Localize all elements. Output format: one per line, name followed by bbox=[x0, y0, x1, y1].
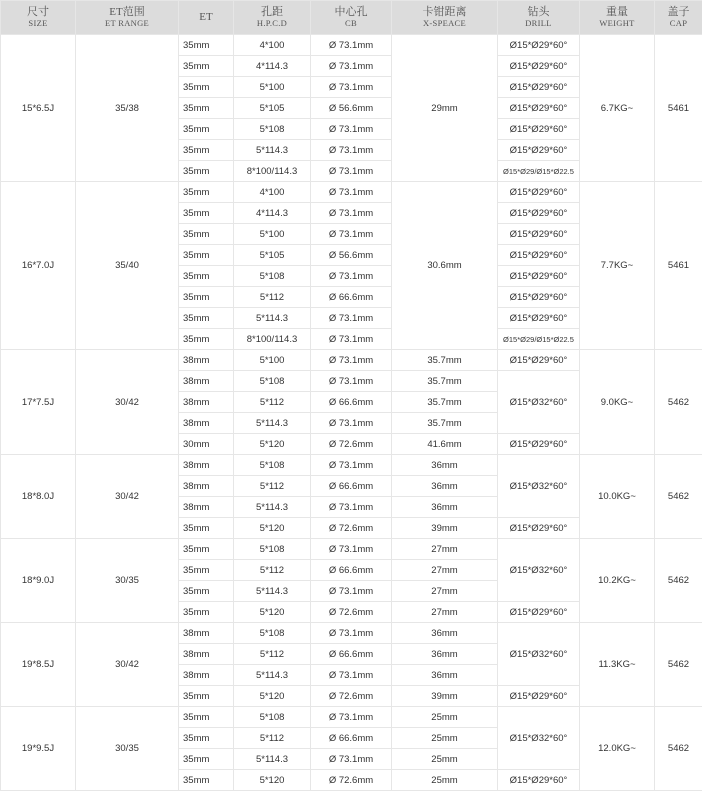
et-cell: 38mm bbox=[179, 497, 234, 518]
drill-cell: Ø15*Ø29*60° bbox=[498, 686, 580, 707]
table-row bbox=[1, 707, 702, 728]
header-sublabel: WEIGHT bbox=[599, 17, 635, 28]
cb-cell: Ø 73.1mm bbox=[311, 497, 392, 518]
cb-cell: Ø 56.6mm bbox=[311, 245, 392, 266]
pcd-cell: 5*108 bbox=[234, 623, 311, 644]
table-row bbox=[1, 35, 702, 56]
pcd-cell: 8*100/114.3 bbox=[234, 161, 311, 182]
table-row bbox=[1, 182, 702, 203]
header-sublabel: ET RANGE bbox=[104, 17, 150, 28]
cap-cell: 5462 bbox=[655, 707, 702, 791]
x-space-cell: 39mm bbox=[392, 686, 498, 707]
x-space-cell: 35.7mm bbox=[392, 350, 498, 371]
pcd-cell: 5*114.3 bbox=[234, 140, 311, 161]
et-cell: 35mm bbox=[179, 119, 234, 140]
header-size bbox=[1, 1, 76, 35]
cb-cell: Ø 66.6mm bbox=[311, 392, 392, 413]
cap-cell: 5462 bbox=[655, 539, 702, 623]
x-space-cell: 25mm bbox=[392, 749, 498, 770]
cb-cell: Ø 66.6mm bbox=[311, 560, 392, 581]
pcd-cell: 5*108 bbox=[234, 539, 311, 560]
cb-cell: Ø 72.6mm bbox=[311, 602, 392, 623]
et-cell: 35mm bbox=[179, 98, 234, 119]
pcd-cell: 5*105 bbox=[234, 245, 311, 266]
et-cell: 35mm bbox=[179, 707, 234, 728]
x-space-cell: 35.7mm bbox=[392, 392, 498, 413]
header-label: 重量 bbox=[606, 5, 628, 18]
cb-cell: Ø 73.1mm bbox=[311, 749, 392, 770]
cb-cell: Ø 73.1mm bbox=[311, 455, 392, 476]
et-range-cell: 30/42 bbox=[76, 350, 179, 455]
et-cell: 38mm bbox=[179, 392, 234, 413]
header-sublabel: DRILL bbox=[525, 17, 552, 28]
header-weight bbox=[580, 1, 655, 35]
drill-cell: Ø15*Ø29*60° bbox=[498, 77, 580, 98]
et-cell: 35mm bbox=[179, 518, 234, 539]
pcd-cell: 4*100 bbox=[234, 182, 311, 203]
cb-cell: Ø 73.1mm bbox=[311, 140, 392, 161]
drill-cell: Ø15*Ø29*60° bbox=[498, 224, 580, 245]
drill-cell: Ø15*Ø29*60° bbox=[498, 35, 580, 56]
pcd-cell: 5*112 bbox=[234, 287, 311, 308]
cb-cell: Ø 73.1mm bbox=[311, 329, 392, 350]
x-space-cell: 36mm bbox=[392, 644, 498, 665]
cb-cell: Ø 66.6mm bbox=[311, 728, 392, 749]
pcd-cell: 4*114.3 bbox=[234, 56, 311, 77]
et-cell: 35mm bbox=[179, 308, 234, 329]
x-space-cell: 36mm bbox=[392, 455, 498, 476]
table-row bbox=[1, 623, 702, 644]
x-space-cell: 27mm bbox=[392, 602, 498, 623]
drill-cell: Ø15*Ø29/Ø15*Ø22.5 bbox=[498, 161, 580, 182]
et-range-cell: 35/40 bbox=[76, 182, 179, 350]
header-et-range bbox=[76, 1, 179, 35]
pcd-cell: 5*112 bbox=[234, 476, 311, 497]
weight-cell: 9.0KG~ bbox=[580, 350, 655, 455]
et-cell: 35mm bbox=[179, 245, 234, 266]
et-range-cell: 30/35 bbox=[76, 539, 179, 623]
header-label: ET bbox=[199, 11, 213, 23]
et-cell: 35mm bbox=[179, 77, 234, 98]
pcd-cell: 8*100/114.3 bbox=[234, 329, 311, 350]
cb-cell: Ø 73.1mm bbox=[311, 56, 392, 77]
weight-cell: 6.7KG~ bbox=[580, 35, 655, 182]
pcd-cell: 5*120 bbox=[234, 518, 311, 539]
x-space-cell: 35.7mm bbox=[392, 413, 498, 434]
et-cell: 35mm bbox=[179, 560, 234, 581]
drill-cell: Ø15*Ø29*60° bbox=[498, 266, 580, 287]
cb-cell: Ø 66.6mm bbox=[311, 476, 392, 497]
cb-cell: Ø 73.1mm bbox=[311, 266, 392, 287]
pcd-cell: 5*105 bbox=[234, 98, 311, 119]
cb-cell: Ø 73.1mm bbox=[311, 413, 392, 434]
drill-cell: Ø15*Ø29*60° bbox=[498, 56, 580, 77]
pcd-cell: 4*114.3 bbox=[234, 203, 311, 224]
et-range-cell: 30/42 bbox=[76, 623, 179, 707]
drill-cell: Ø15*Ø32*60° bbox=[498, 539, 580, 602]
weight-cell: 10.0KG~ bbox=[580, 455, 655, 539]
size-cell: 18*9.0J bbox=[1, 539, 76, 623]
size-cell: 15*6.5J bbox=[1, 35, 76, 182]
et-range-cell: 30/42 bbox=[76, 455, 179, 539]
header-label: 钻头 bbox=[527, 5, 550, 18]
drill-cell: Ø15*Ø29*60° bbox=[498, 287, 580, 308]
cb-cell: Ø 66.6mm bbox=[311, 287, 392, 308]
header-sublabel: X-SPEACE bbox=[422, 17, 466, 28]
et-cell: 35mm bbox=[179, 56, 234, 77]
cb-cell: Ø 73.1mm bbox=[311, 77, 392, 98]
drill-cell: Ø15*Ø32*60° bbox=[498, 455, 580, 518]
et-cell: 35mm bbox=[179, 287, 234, 308]
header-label: 孔距 bbox=[261, 5, 283, 18]
header-x-space bbox=[392, 1, 498, 35]
drill-cell: Ø15*Ø29*60° bbox=[498, 98, 580, 119]
x-space-cell: 36mm bbox=[392, 476, 498, 497]
header-label: 中心孔 bbox=[334, 5, 368, 18]
header-pcd bbox=[234, 1, 311, 35]
drill-cell: Ø15*Ø29*60° bbox=[498, 434, 580, 455]
et-cell: 35mm bbox=[179, 161, 234, 182]
weight-cell: 11.3KG~ bbox=[580, 623, 655, 707]
et-cell: 35mm bbox=[179, 329, 234, 350]
header-label: 尺寸 bbox=[27, 5, 49, 18]
cap-cell: 5461 bbox=[655, 182, 702, 350]
cb-cell: Ø 73.1mm bbox=[311, 308, 392, 329]
et-cell: 35mm bbox=[179, 602, 234, 623]
x-space-cell: 25mm bbox=[392, 707, 498, 728]
et-cell: 35mm bbox=[179, 770, 234, 791]
x-space-cell: 27mm bbox=[392, 560, 498, 581]
pcd-cell: 5*112 bbox=[234, 728, 311, 749]
x-space-cell: 29mm bbox=[392, 35, 498, 182]
cb-cell: Ø 73.1mm bbox=[311, 539, 392, 560]
et-cell: 35mm bbox=[179, 266, 234, 287]
et-cell: 38mm bbox=[179, 350, 234, 371]
x-space-cell: 35.7mm bbox=[392, 371, 498, 392]
et-cell: 30mm bbox=[179, 434, 234, 455]
table-row bbox=[1, 539, 702, 560]
x-space-cell: 36mm bbox=[392, 623, 498, 644]
cb-cell: Ø 73.1mm bbox=[311, 182, 392, 203]
et-range-cell: 30/35 bbox=[76, 707, 179, 791]
drill-cell: Ø15*Ø29*60° bbox=[498, 203, 580, 224]
pcd-cell: 5*114.3 bbox=[234, 497, 311, 518]
pcd-cell: 5*112 bbox=[234, 392, 311, 413]
pcd-cell: 5*100 bbox=[234, 77, 311, 98]
cb-cell: Ø 72.6mm bbox=[311, 686, 392, 707]
et-cell: 38mm bbox=[179, 413, 234, 434]
pcd-cell: 5*120 bbox=[234, 770, 311, 791]
header-sublabel: H.P.C.D bbox=[256, 17, 288, 28]
et-cell: 38mm bbox=[179, 665, 234, 686]
cb-cell: Ø 66.6mm bbox=[311, 644, 392, 665]
pcd-cell: 5*120 bbox=[234, 434, 311, 455]
x-space-cell: 36mm bbox=[392, 497, 498, 518]
cb-cell: Ø 73.1mm bbox=[311, 581, 392, 602]
header-cap bbox=[655, 1, 702, 35]
cb-cell: Ø 72.6mm bbox=[311, 434, 392, 455]
drill-cell: Ø15*Ø29/Ø15*Ø22.5 bbox=[498, 329, 580, 350]
et-cell: 35mm bbox=[179, 686, 234, 707]
cb-cell: Ø 73.1mm bbox=[311, 350, 392, 371]
cb-cell: Ø 73.1mm bbox=[311, 119, 392, 140]
header-label: ET范围 bbox=[109, 5, 145, 18]
header-label: 盖子 bbox=[667, 5, 690, 18]
et-cell: 35mm bbox=[179, 749, 234, 770]
header-sublabel: SIZE bbox=[28, 17, 48, 28]
x-space-cell: 30.6mm bbox=[392, 182, 498, 350]
pcd-cell: 5*100 bbox=[234, 350, 311, 371]
et-cell: 38mm bbox=[179, 476, 234, 497]
et-cell: 35mm bbox=[179, 35, 234, 56]
size-cell: 16*7.0J bbox=[1, 182, 76, 350]
pcd-cell: 5*108 bbox=[234, 119, 311, 140]
x-space-cell: 39mm bbox=[392, 518, 498, 539]
pcd-cell: 5*120 bbox=[234, 686, 311, 707]
table-row bbox=[1, 455, 702, 476]
cb-cell: Ø 72.6mm bbox=[311, 518, 392, 539]
drill-cell: Ø15*Ø32*60° bbox=[498, 707, 580, 770]
pcd-cell: 5*108 bbox=[234, 455, 311, 476]
cb-cell: Ø 73.1mm bbox=[311, 203, 392, 224]
et-cell: 38mm bbox=[179, 623, 234, 644]
pcd-cell: 5*120 bbox=[234, 602, 311, 623]
x-space-cell: 41.6mm bbox=[392, 434, 498, 455]
pcd-cell: 5*100 bbox=[234, 224, 311, 245]
et-cell: 38mm bbox=[179, 644, 234, 665]
cap-cell: 5462 bbox=[655, 623, 702, 707]
pcd-cell: 5*112 bbox=[234, 560, 311, 581]
header-sublabel: CAP bbox=[669, 17, 688, 28]
weight-cell: 12.0KG~ bbox=[580, 707, 655, 791]
cap-cell: 5461 bbox=[655, 35, 702, 182]
weight-cell: 10.2KG~ bbox=[580, 539, 655, 623]
size-cell: 18*8.0J bbox=[1, 455, 76, 539]
pcd-cell: 4*100 bbox=[234, 35, 311, 56]
x-space-cell: 27mm bbox=[392, 539, 498, 560]
cb-cell: Ø 73.1mm bbox=[311, 707, 392, 728]
cb-cell: Ø 73.1mm bbox=[311, 371, 392, 392]
drill-cell: Ø15*Ø29*60° bbox=[498, 119, 580, 140]
drill-cell: Ø15*Ø29*60° bbox=[498, 602, 580, 623]
drill-cell: Ø15*Ø29*60° bbox=[498, 140, 580, 161]
header-drill bbox=[498, 1, 580, 35]
x-space-cell: 36mm bbox=[392, 665, 498, 686]
header-label: 卡钳距离 bbox=[422, 5, 467, 18]
pcd-cell: 5*108 bbox=[234, 266, 311, 287]
header-sublabel: CB bbox=[345, 17, 357, 28]
table-row bbox=[1, 350, 702, 371]
header-et bbox=[179, 1, 234, 35]
pcd-cell: 5*114.3 bbox=[234, 665, 311, 686]
cb-cell: Ø 72.6mm bbox=[311, 770, 392, 791]
drill-cell: Ø15*Ø29*60° bbox=[498, 182, 580, 203]
table-body bbox=[1, 35, 702, 791]
drill-cell: Ø15*Ø29*60° bbox=[498, 308, 580, 329]
et-cell: 35mm bbox=[179, 539, 234, 560]
et-cell: 35mm bbox=[179, 728, 234, 749]
et-cell: 35mm bbox=[179, 203, 234, 224]
pcd-cell: 5*114.3 bbox=[234, 749, 311, 770]
drill-cell: Ø15*Ø29*60° bbox=[498, 245, 580, 266]
cap-cell: 5462 bbox=[655, 455, 702, 539]
drill-cell: Ø15*Ø32*60° bbox=[498, 371, 580, 434]
x-space-cell: 27mm bbox=[392, 581, 498, 602]
et-cell: 35mm bbox=[179, 182, 234, 203]
x-space-cell: 25mm bbox=[392, 770, 498, 791]
weight-cell: 7.7KG~ bbox=[580, 182, 655, 350]
et-cell: 35mm bbox=[179, 224, 234, 245]
cb-cell: Ø 73.1mm bbox=[311, 35, 392, 56]
header-cb bbox=[311, 1, 392, 35]
cap-cell: 5462 bbox=[655, 350, 702, 455]
pcd-cell: 5*114.3 bbox=[234, 413, 311, 434]
et-cell: 38mm bbox=[179, 371, 234, 392]
size-cell: 17*7.5J bbox=[1, 350, 76, 455]
cb-cell: Ø 73.1mm bbox=[311, 623, 392, 644]
et-cell: 38mm bbox=[179, 455, 234, 476]
cb-cell: Ø 73.1mm bbox=[311, 161, 392, 182]
cb-cell: Ø 73.1mm bbox=[311, 665, 392, 686]
et-cell: 35mm bbox=[179, 140, 234, 161]
pcd-cell: 5*112 bbox=[234, 644, 311, 665]
pcd-cell: 5*108 bbox=[234, 371, 311, 392]
pcd-cell: 5*108 bbox=[234, 707, 311, 728]
drill-cell: Ø15*Ø29*60° bbox=[498, 770, 580, 791]
et-range-cell: 35/38 bbox=[76, 35, 179, 182]
size-cell: 19*9.5J bbox=[1, 707, 76, 791]
pcd-cell: 5*114.3 bbox=[234, 581, 311, 602]
drill-cell: Ø15*Ø29*60° bbox=[498, 350, 580, 371]
drill-cell: Ø15*Ø32*60° bbox=[498, 623, 580, 686]
table-header bbox=[1, 1, 702, 35]
size-cell: 19*8.5J bbox=[1, 623, 76, 707]
cb-cell: Ø 56.6mm bbox=[311, 98, 392, 119]
et-cell: 35mm bbox=[179, 581, 234, 602]
cb-cell: Ø 73.1mm bbox=[311, 224, 392, 245]
drill-cell: Ø15*Ø29*60° bbox=[498, 518, 580, 539]
pcd-cell: 5*114.3 bbox=[234, 308, 311, 329]
x-space-cell: 25mm bbox=[392, 728, 498, 749]
